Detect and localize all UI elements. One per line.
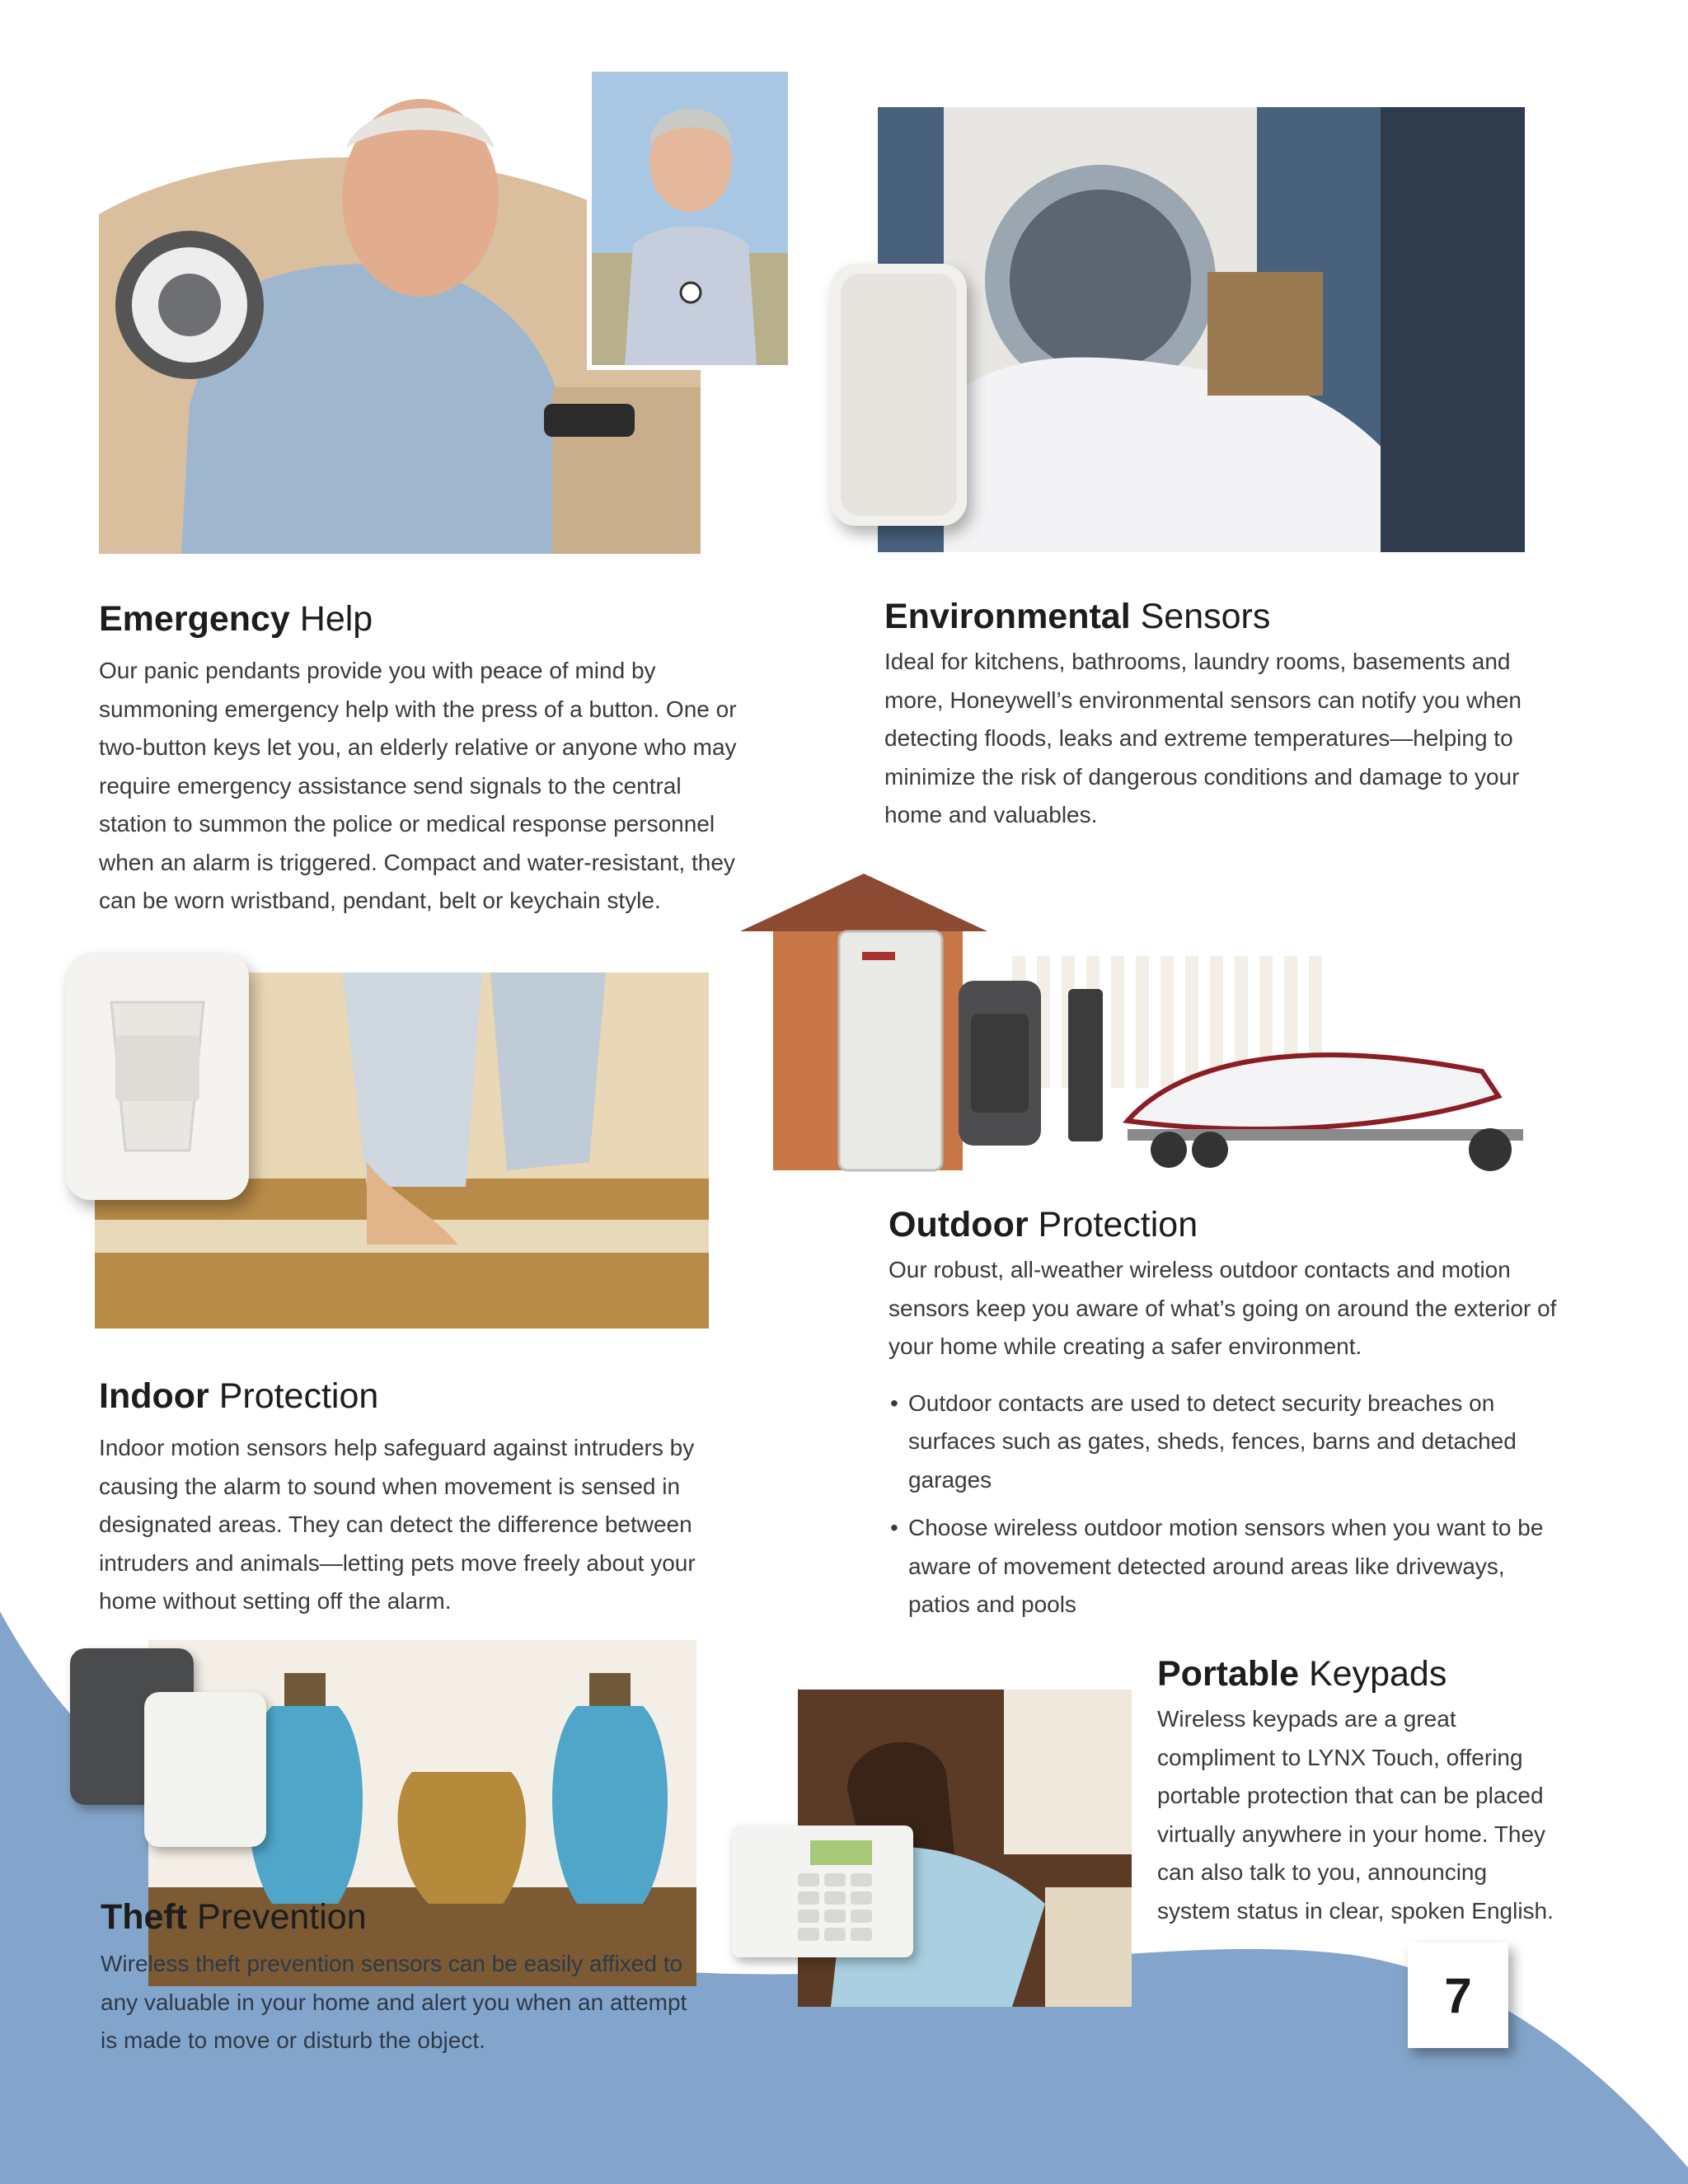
indoor-protection-body: Indoor motion sensors help safeguard against intruders by causing the alarm to sound when movement is sensed in designated areas. They can detect the difference between intruders and animals—letting pets move freely about your home without setting off the alarm. [99,1435,696,1614]
environmental-sensors-body: Ideal for kitchens, bathrooms, laundry rooms, basements and more, Honeywell’s environmental sensors can notify you when detecting floods, leaks and extreme temperatures—helping to minimize the risk of dangerous conditions and damage to your home and valuables. [884,649,1522,827]
outdoor-heading-rest: Protection [1028,1205,1198,1244]
portable-keypads-body: Wireless keypads are a great compliment to LYNX Touch, offering portable protection that can be placed virtually anywhere in your home. They can also talk to you, announcing system status in clear, spoken English. [1157,1706,1554,1924]
emergency-heading-bold: Emergency [99,599,290,639]
theft-prevention-heading [101,1896,694,1938]
emergency-photo-woman [592,72,788,365]
portable-keypads-section [1157,1652,1557,1930]
keypads-heading-rest: Keypads [1299,1654,1447,1694]
outdoor-protection-body: Our robust, all-weather wireless outdoor contacts and motion sensors keep you aware of what’s going on around the exterior of your home while creating a safer environment. [889,1257,1557,1359]
outdoor-bullet-list [889,1385,1564,1624]
water-sensor-device [831,264,967,526]
environmental-photo-washer [878,107,1525,552]
outdoor-bullet-item: • Outdoor contacts are used to detect security breaches on surfaces such as gates, sheds, fences, barns and detached garages [889,1385,1564,1500]
theft-sensor-white [144,1692,266,1847]
environmental-heading-bold: Environmental [884,597,1131,636]
keypads-heading-bold: Portable [1157,1654,1300,1694]
portable-keypads-heading [1157,1652,1557,1695]
theft-prevention-body: Wireless theft prevention sensors can be easily affixed to any valuable in your home and alert you when an attempt is made to move or disturb the object. [101,1951,687,2053]
emergency-heading-rest: Help [289,599,373,639]
theft-prevention-section [101,1896,694,2060]
indoor-heading-bold: Indoor [99,1376,209,1416]
motion-sensor-device [66,953,249,1200]
outdoor-bullet-item: • Choose wireless outdoor motion sensors when you want to be aware of movement detected around areas like driveways, patios and pools [889,1509,1564,1624]
environmental-sensors-section [884,595,1552,835]
keypad-device [732,1825,913,1957]
environmental-heading-rest: Sensors [1130,597,1271,636]
outdoor-heading-bold: Outdoor [889,1205,1029,1244]
indoor-protection-section [99,1375,725,1621]
emergency-help-body: Our panic pendants provide you with peace of mind by summoning emergency help with the press of a button. One or two-button keys let you, an elderly relative or anyone who may require emergency assistance send signals to the central station to summon the police or medical response personnel when an alarm is triggered. Compact and water-resistant, they can be worn wristband, pendant, belt or keychain style. [99,658,737,913]
page-number: 7 [1408,1943,1508,2048]
emergency-help-heading [99,598,750,640]
outdoor-protection-section [889,1203,1564,1634]
theft-heading-bold: Theft [101,1897,188,1937]
indoor-heading-rest: Protection [209,1376,379,1416]
environmental-sensors-heading [884,595,1552,638]
emergency-help-section [99,598,750,921]
outdoor-protection-heading [889,1203,1564,1246]
outdoor-photo-shed-boat [740,857,1573,1195]
theft-heading-rest: Prevention [187,1897,367,1937]
indoor-protection-heading [99,1375,725,1418]
